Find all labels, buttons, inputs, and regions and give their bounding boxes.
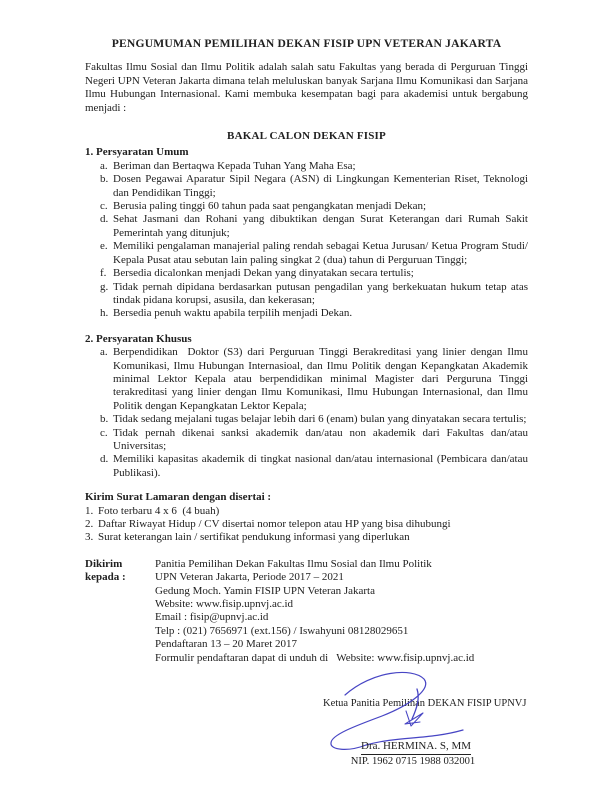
list-item — [85, 240, 531, 267]
list-item-letter: c. — [100, 426, 108, 439]
list-item-letter: d. — [100, 453, 109, 466]
address-line-website: Website: www.fisip.upnvj.ac.id — [155, 598, 294, 611]
list-item — [85, 173, 531, 200]
address-line-phone: Telp : (021) 7656971 (ext.156) / Iswahyuni 08128029651 — [155, 624, 409, 637]
address-label: Dikirim kepada : — [85, 557, 126, 584]
document-body — [85, 37, 531, 665]
list-item — [85, 346, 531, 413]
address-line: UPN Veteran Jakarta, Periode 2017 – 2021 — [155, 571, 344, 584]
mailing-address-block — [85, 558, 528, 665]
list-item-text: Sehat Jasmani dan Rohani yang dibuktikan dengan Surat Keterangan dari Rumah Sakit Pemerintah yang ditunjuk; — [113, 213, 531, 239]
list-item — [85, 413, 528, 426]
list-item — [85, 267, 528, 280]
signatory-name: Dra. HERMINA. S, MM — [320, 740, 512, 755]
list-item-letter: f. — [100, 267, 107, 280]
list-item — [85, 200, 528, 213]
list-item — [85, 426, 531, 454]
signatory-nip: NIP. 1962 0715 1988 032001 — [350, 756, 476, 767]
list-item-text: Beriman dan Bertaqwa Kepada Tuhan Yang Maha Esa; — [113, 159, 356, 172]
list-item-letter: b. — [100, 173, 109, 186]
list-item-text: Bersedia penuh waktu apabila terpilih menjadi Dekan. — [113, 307, 353, 320]
signatory-role: Ketua Panitia Pemilihan DEKAN FISIP UPNVJ — [323, 698, 527, 709]
list-item-letter: a. — [100, 159, 108, 172]
address-line-form-download: Formulir pendaftaran dapat di unduh di Website: www.fisip.upnvj.ac.id — [155, 651, 475, 664]
list-item-text: Dosen Pegawai Aparatur Sipil Negara (ASN) di Lingkungan Kementerian Riset, Teknologi dan Pendidikan Tinggi; — [113, 173, 531, 199]
list-item-text: Memiliki pengalaman manajerial paling rendah sebagai Ketua Jurusan/ Ketua Program Studi/ Kepala Pusat atau sebutan lain paling singkat 2 (dua) tahun di Perguruan Tinggi; — [113, 240, 531, 266]
item-text: Surat keterangan lain / sertifikat pendukung informasi yang diperlukan — [98, 531, 410, 544]
item-text: Daftar Riwayat Hidup / CV disertai nomor telepon atau HP yang bisa dihubungi — [98, 518, 451, 530]
list-item-letter: g. — [100, 280, 109, 293]
address-line-email: Email : fisip@upnvj.ac.id — [155, 611, 269, 624]
document-title: PENGUMUMAN PEMILIHAN DEKAN FISIP UPN VETERAN JAKARTA — [111, 37, 502, 50]
list-item-text: Tidak sedang mejalani tugas belajar lebih dari 6 (enam) bulan yang dinyatakan secara tertulis; — [113, 413, 527, 426]
list-item — [85, 307, 528, 320]
list-item-text: Tidak pernah dikenai sanksi akademik dan/atau non akademik dari Fakultas dan/atau Universitas; — [113, 426, 531, 452]
list-item-text: Memiliki kapasitas akademik di tingkat nasional dan/atau internasional (Pembicara dan/atau Publikasi). — [113, 453, 531, 479]
application-requirement-item — [85, 518, 528, 531]
application-requirement-item — [85, 531, 528, 544]
list-item — [85, 160, 528, 173]
list-item-text: Tidak pernah dipidana berdasarkan putusan pengadilan yang berkekuatan hukum tetap atas tindak pidana korupsi, asusila, dan kekerasan; — [113, 280, 531, 306]
list-item-letter: d. — [100, 213, 109, 226]
item-number: 1. — [85, 504, 94, 517]
application-letter-heading: Kirim Surat Lamaran dengan disertai : — [85, 491, 272, 504]
item-text: Foto terbaru 4 x 6 (4 buah) — [98, 504, 220, 517]
document-subtitle: BAKAL CALON DEKAN FISIP — [227, 130, 386, 143]
section-heading-persyaratan-umum: 1. Persyaratan Umum — [85, 146, 189, 159]
address-line-registration-period: Pendaftaran 13 – 20 Maret 2017 — [155, 638, 298, 651]
list-item-letter: a. — [100, 346, 108, 359]
list-item-text: Bersedia dicalonkan menjadi Dekan yang dinyatakan secara tertulis; — [113, 267, 414, 280]
application-requirement-item — [85, 505, 528, 518]
item-number: 2. — [85, 518, 94, 530]
address-lines — [155, 558, 528, 665]
list-item — [85, 453, 531, 480]
list-item-letter: b. — [100, 413, 109, 426]
item-number: 3. — [85, 531, 94, 544]
list-item-text: Berpendidikan Doktor (S3) dari Perguruan Tinggi Berakreditasi yang linier dengan Ilmu Komunikasi, Ilmu Hubungan Internasioal, dan Ilmu Politik dengan Kepangkatan Akademik minimal Lektor Kepala atau berpendidikan minimal Magister dari Perguruna Tinggi terakreditasi yang linier dengan Ilmu Komunikasi, Ilmu Hubungan Internasional, dan Ilmu Politik dengan Kepangkatan Lektor Kepala; — [113, 346, 531, 412]
address-line: Panitia Pemilihan Dekan Fakultas Ilmu Sosial dan Ilmu Politik — [155, 557, 432, 570]
list-item-letter: h. — [100, 307, 109, 320]
intro-paragraph: Fakultas Ilmu Sosial dan Ilmu Politik adalah salah satu Fakultas yang berada di Perguruan Tinggi Negeri UPN Veteran Jakarta dimana telah meluluskan banyak Sarjana Ilmu Komunikasi dan Sarjana Ilmu Hubungan Internasional. Kami membuka kesempatan bagi para akademisi untuk bergabung menjadi : — [85, 61, 531, 114]
list-item — [85, 280, 531, 308]
address-line: Gedung Moch. Yamin FISIP UPN Veteran Jakarta — [155, 584, 375, 597]
section-heading-persyaratan-khusus: 2. Persyaratan Khusus — [85, 332, 192, 345]
list-item-letter: c. — [100, 200, 108, 213]
list-item-letter: e. — [100, 240, 108, 253]
list-item-text: Berusia paling tinggi 60 tahun pada saat pengangkatan menjadi Dekan; — [113, 200, 427, 213]
list-item — [85, 213, 531, 240]
